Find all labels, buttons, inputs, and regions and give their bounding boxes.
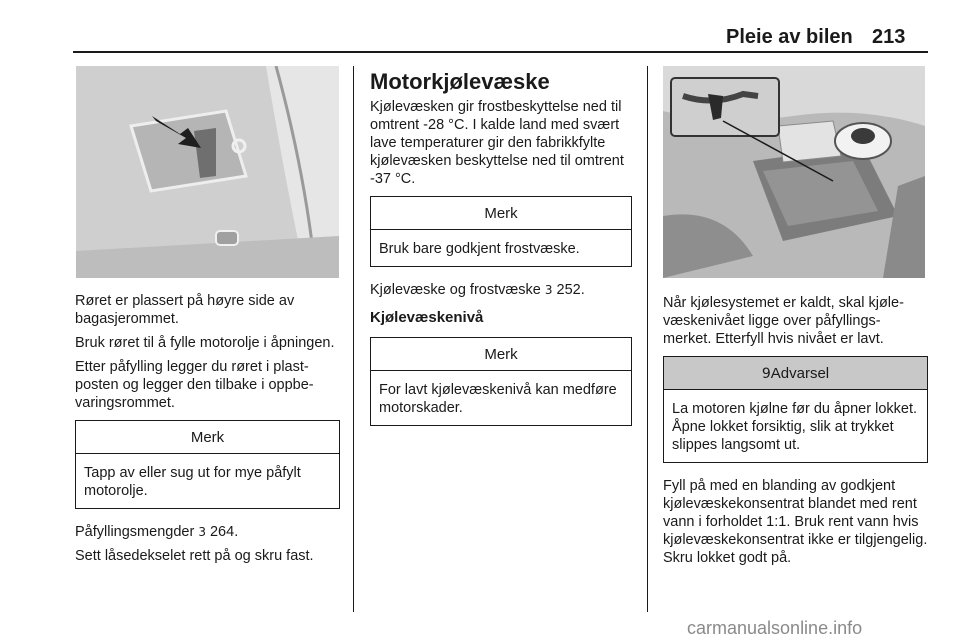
trunk-photo <box>76 66 339 278</box>
warning-icon: 9 <box>761 366 771 382</box>
section-heading: Motorkjølevæske <box>370 69 550 94</box>
header-rule <box>73 51 928 53</box>
paragraph: Kjølevæsken gir frostbeskyttelse ned til omtrent -28 °C. I kalde land med svært lave temperaturer gir den fabrikkfylte kjølevæsken beskyttelse ned til omtrent -37 °C. <box>370 99 624 187</box>
paragraph: Sett låsedekselet rett på og skru fast. <box>75 548 314 564</box>
page-number: 213 <box>872 26 906 48</box>
left-column <box>75 292 340 571</box>
note-title: Merk <box>371 197 631 230</box>
reference-text: Kjølevæske og frostvæske <box>370 282 541 298</box>
column-divider-left <box>353 66 354 612</box>
engine-bay-photo <box>663 66 925 278</box>
reference-text: Påfyllingsmengder <box>75 524 195 540</box>
paragraph: Røret er plassert på høyre side av bagasjerommet. <box>75 293 295 327</box>
right-column <box>663 294 928 573</box>
note-body: Tapp av eller sug ut for mye påfylt motorolje. <box>84 465 301 499</box>
note-title: Merk <box>76 421 339 454</box>
paragraph: Fyll på med en blanding av godkjent kjølevæskekonsentrat blandet med rent vann i forholdet 1:1. Bruk rent vann hvis kjølevæskekonsentrat ikke er tilgjengelig. Skru lokket godt på. <box>663 478 928 566</box>
note-body: Bruk bare godkjent frostvæske. <box>379 241 580 257</box>
cross-reference[interactable] <box>75 523 340 541</box>
note-title: Merk <box>371 338 631 371</box>
warning-body: La motoren kjølne før du åpner lokket. Åpne lokket forsiktig, slik at trykket slippes langsomt ut. <box>672 401 918 453</box>
reference-page: 252. <box>552 282 585 298</box>
page-reference-icon: 3 <box>544 283 553 297</box>
note-box <box>75 420 340 509</box>
column-divider-right <box>647 66 648 612</box>
subsection-heading: Kjølevæskenivå <box>370 309 484 326</box>
warning-box <box>663 356 928 463</box>
engine-illustration <box>663 66 925 278</box>
paragraph: Når kjølesystemet er kaldt, skal kjøle-væskenivået ligge over påfyllings-merket. Etterfyll hvis nivået er lavt. <box>663 295 904 347</box>
reference-page: 264. <box>205 524 239 540</box>
warning-header <box>664 357 927 390</box>
middle-column <box>370 70 632 440</box>
note-box <box>370 196 632 267</box>
warning-title: Advarsel <box>770 365 830 382</box>
paragraph: Etter påfylling legger du røret i plast-posten og legger den tilbake i oppbe-varingsrommet. <box>75 359 314 411</box>
cross-reference[interactable] <box>370 281 632 299</box>
page-reference-icon: 3 <box>198 525 206 539</box>
watermark: carmanualsonline.info <box>687 618 863 638</box>
note-body: For lavt kjølevæskenivå kan medføre motorskader. <box>379 382 617 416</box>
page-header-title: Pleie av bilen <box>726 26 853 48</box>
trunk-illustration <box>76 66 339 278</box>
paragraph: Bruk røret til å fylle motorolje i åpningen. <box>75 335 335 351</box>
note-box <box>370 337 632 426</box>
